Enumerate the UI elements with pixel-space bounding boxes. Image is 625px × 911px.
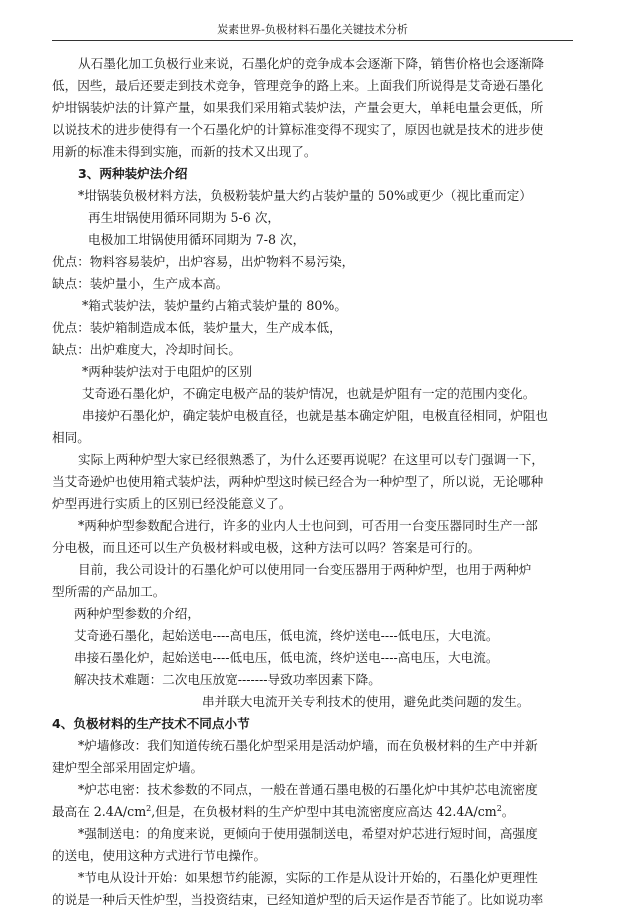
page-header: 炭素世界-负极材料石墨化关键技术分析 <box>52 23 573 41</box>
paragraph-line: 相同。 <box>52 430 90 445</box>
paragraph-line: *强制送电：的角度来说，更倾向于使用强制送电，希望对炉芯进行短时间，高强度 <box>78 826 538 841</box>
paragraph-line: 用新的标准未得到实施，而新的技术又出现了。 <box>52 144 317 159</box>
paragraph-line: 从石墨化加工负极行业来说，石墨化炉的竞争成本会逐渐下降，销售价格也会逐渐降 <box>78 56 544 71</box>
text-run: ,但是，在负极材料的生产炉型中其电流密度应高达 42.4A/cm <box>151 804 497 819</box>
paragraph-line: 建炉型全部采用固定炉墙。 <box>52 760 204 775</box>
paragraph-line: 炉坩锅装炉法的计算产量，如果我们采用箱式装炉法，产量会更大，单耗电量会更低，所 <box>52 100 544 115</box>
text-run: 最高在 2.4A/cm <box>52 804 147 819</box>
paragraph-line: *坩锅装负极材料方法，负极粉装炉量大约占装炉量的 50%或更少（视比重而定） <box>78 188 532 203</box>
paragraph-line: 解决技术难题：二次电压放宽-------导致功率因素下降。 <box>74 672 381 687</box>
paragraph-line: 缺点：出炉难度大，冷却时间长。 <box>52 342 241 357</box>
paragraph-line: 缺点：装炉量小，生产成本高。 <box>52 276 229 291</box>
paragraph-line: 实际上两种炉型大家已经很熟悉了，为什么还要再说呢？在这里可以专门强调一下， <box>78 452 544 467</box>
paragraph-line: 低，因些，最后还要走到技术竞争，管理竞争的路上来。上面我们所说得是艾奇逊石墨化 <box>52 78 544 93</box>
paragraph-line: 艾奇逊石墨化，起始送电----高电压，低电流，终炉送电----低电压，大电流。 <box>74 628 499 643</box>
paragraph-line: 艾奇逊石墨化炉，不确定电极产品的装炉情况，也就是炉阻有一定的范围内变化。 <box>82 386 536 401</box>
paragraph-line: 炉型再进行实质上的区别已经没能意义了。 <box>52 496 292 511</box>
superscript: 2 <box>496 803 502 813</box>
paragraph-line: 目前，我公司设计的石墨化炉可以使用同一台变压器用于两种炉型，也用于两种炉 <box>78 562 532 577</box>
paragraph-line: 分电极，而且还可以生产负极材料或电极，这种方法可以吗？答案是可行的。 <box>52 540 481 555</box>
paragraph-line: 当艾奇逊炉也使用箱式装炉法，两种炉型这时候已经合为一种炉型了，所以说，无论哪种 <box>52 474 544 489</box>
paragraph-line: 串并联大电流开关专利技术的使用，避免此类问题的发生。 <box>202 694 530 709</box>
paragraph-line: 串接石墨化炉，起始送电----低电压，低电流，终炉送电----高电压，大电流。 <box>74 650 499 665</box>
section-heading: 4、负极材料的生产技术不同点小节 <box>52 716 250 731</box>
text-run: 。 <box>501 804 515 819</box>
paragraph-line: 优点：物料容易装炉，出炉容易，出炉物料不易污染， <box>52 254 355 269</box>
paragraph-line: 的送电，使用这种方式进行节电操作。 <box>52 848 267 863</box>
superscript: 2 <box>146 803 152 813</box>
paragraph-line: 型所需的产品加工。 <box>52 584 166 599</box>
paragraph-line: *炉芯电密：技术参数的不同点，一般在普通石墨电极的石墨化炉中其炉芯电流密度 <box>78 782 538 797</box>
paragraph-line: *箱式装炉法，装炉量约占箱式装炉量的 80%。 <box>82 298 347 313</box>
paragraph-line: 以说技术的进步使得有一个石墨化炉的计算标准变得不现实了，原因也就是技术的进步使 <box>52 122 544 137</box>
paragraph-line: *两种炉型参数配合进行，许多的业内人士也问到，可否用一台变压器同时生产一部 <box>78 518 538 533</box>
paragraph-line: *炉墙修改：我们知道传统石墨化炉型采用是活动炉墙，而在负极材料的生产中并新 <box>78 738 538 753</box>
document-body <box>52 53 577 911</box>
paragraph-line: 再生坩锅使用循环同期为 5-6 次， <box>88 210 281 225</box>
paragraph-line: 的说是一种后天性炉型，当投资结束，已经知道炉型的后天运作是否节能了。比如说功率 <box>52 892 544 907</box>
paragraph-line: 串接炉石墨化炉，确定装炉电极直径，也就是基本确定炉阻，电极直径相同，炉阻也 <box>82 408 548 423</box>
section-heading: 3、两种装炉法介绍 <box>78 166 188 181</box>
paragraph-line <box>52 801 577 823</box>
paragraph-line: 优点：装炉箱制造成本低，装炉量大，生产成本低， <box>52 320 342 335</box>
paragraph-line: *节电从设计开始：如果想节约能源，实际的工作是从设计开始的，石墨化炉更理性 <box>78 870 538 885</box>
paragraph-line: 电极加工坩锅使用循环同期为 7-8 次， <box>88 232 306 247</box>
paragraph-line: *两种装炉法对于电阻炉的区别 <box>82 364 253 379</box>
paragraph-line: 两种炉型参数的介绍， <box>74 606 200 621</box>
